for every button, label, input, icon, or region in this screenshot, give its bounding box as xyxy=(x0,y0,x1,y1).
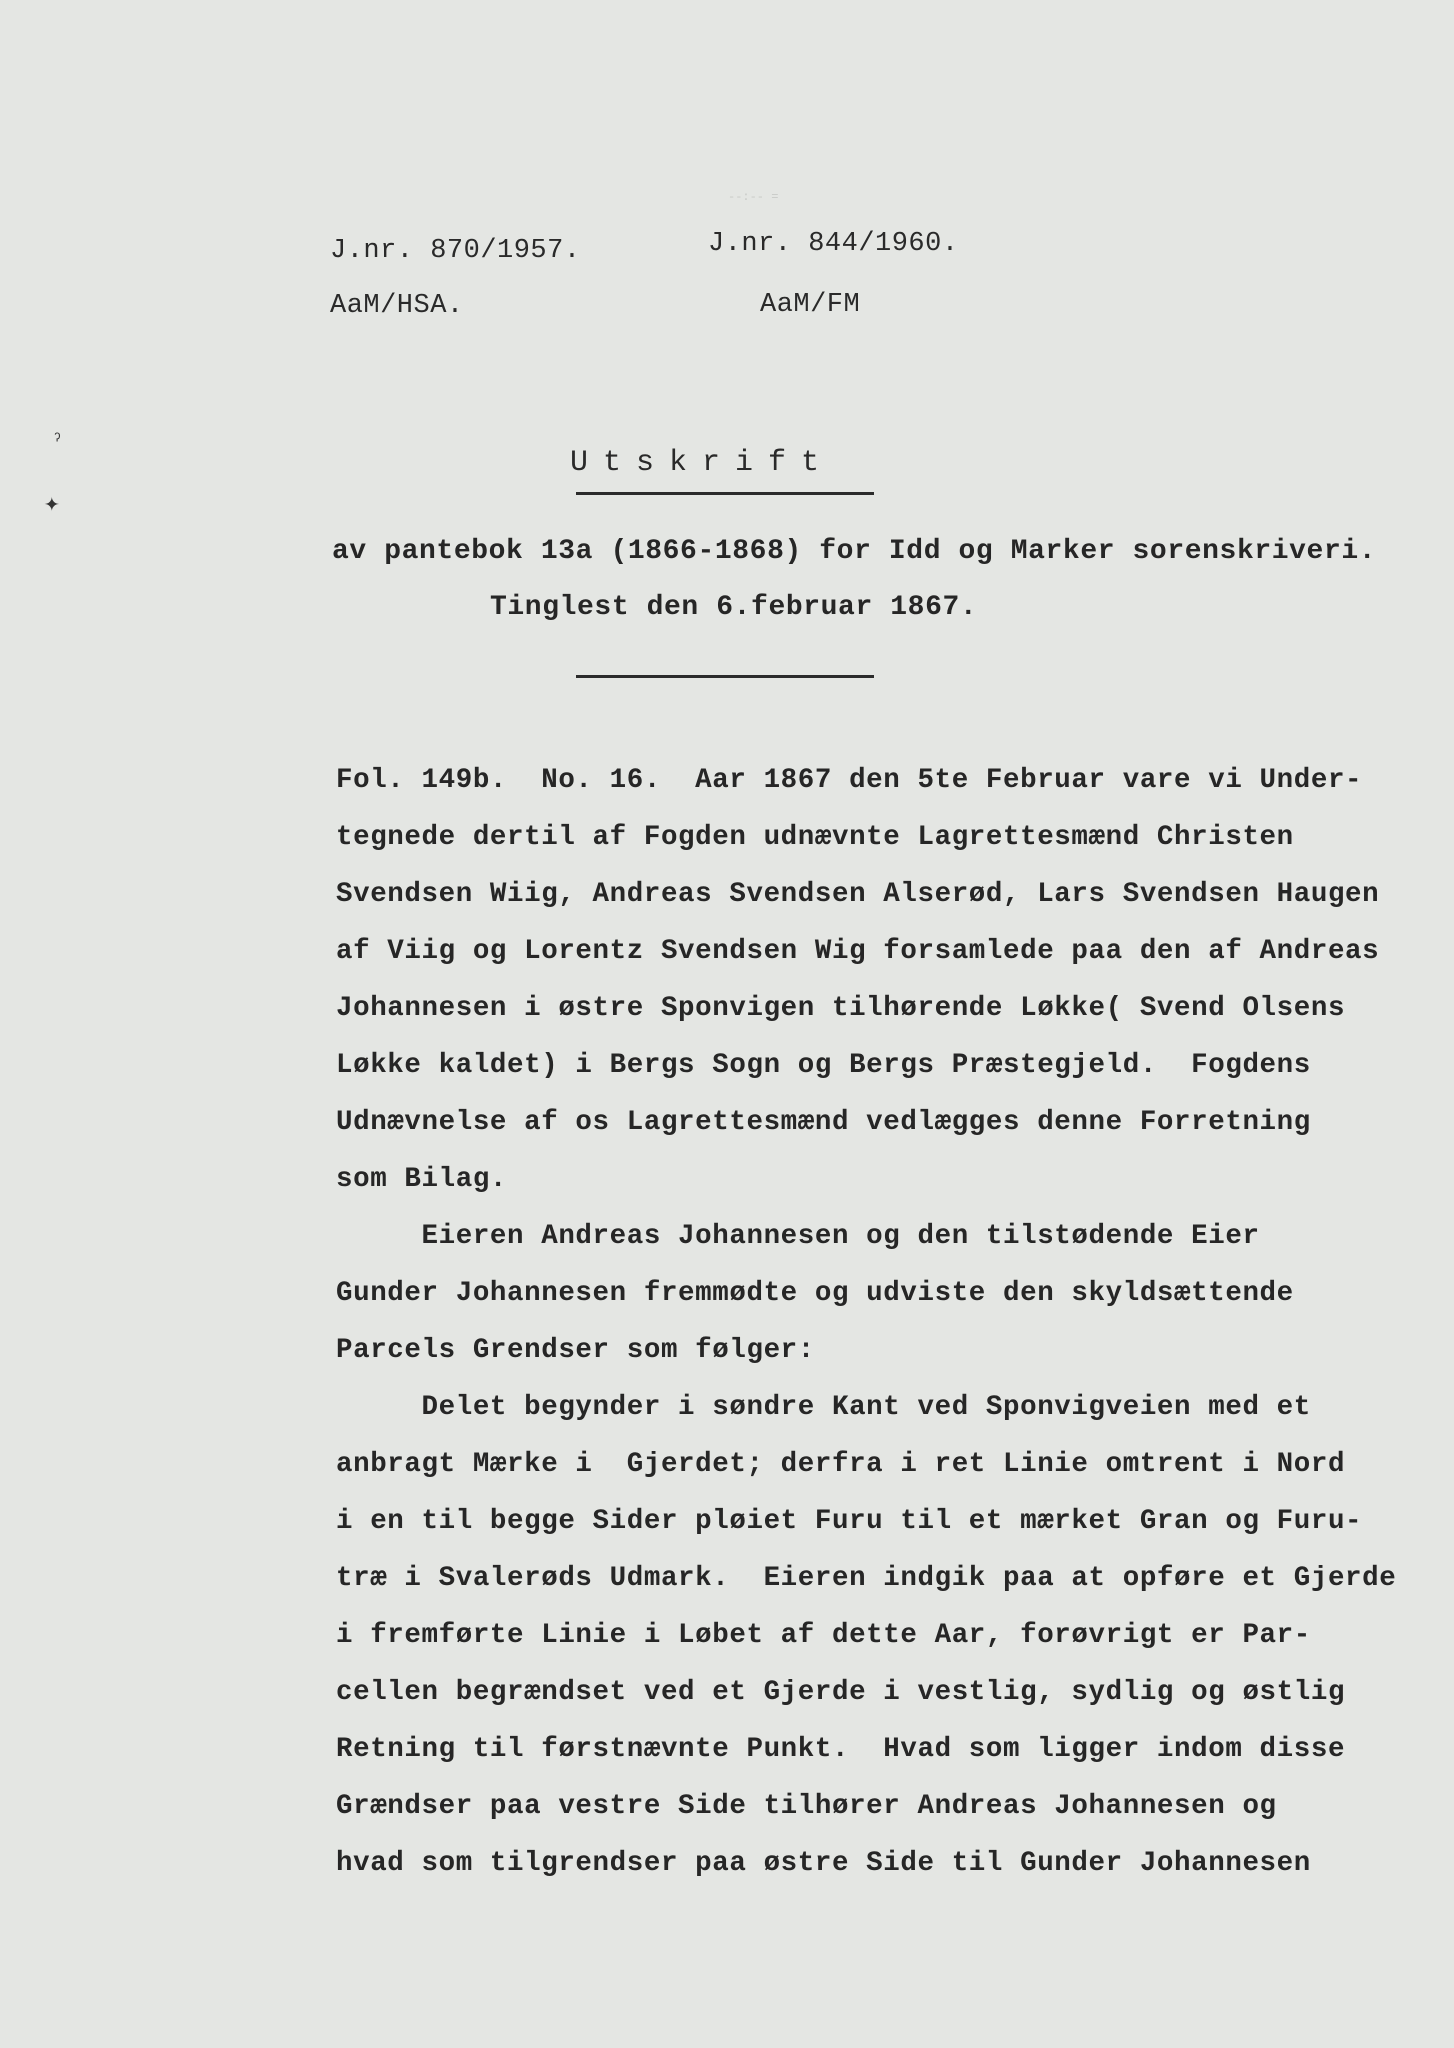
body-line: hvad som tilgrendser paa østre Side til Gunder Johannesen xyxy=(336,1848,1311,1879)
subtitle-line-1: av pantebok 13a (1866-1868) for Idd og Marker sorenskriveri. xyxy=(332,536,1377,567)
body-line: som Bilag. xyxy=(336,1164,508,1195)
body-line: Johannesen i østre Sponvigen tilhørende Løkke( Svend Olsens xyxy=(336,993,1346,1024)
margin-mark-2: ✦ xyxy=(44,489,60,519)
body-line: Svendsen Wiig, Andreas Svendsen Alserød, Lars Svendsen Haugen xyxy=(336,879,1380,910)
document-title: Utskrift xyxy=(570,446,835,480)
body-line: Løkke kaldet) i Bergs Sogn og Bergs Præstegjeld. Fogdens xyxy=(336,1050,1311,1081)
subtitle-line-2: Tinglest den 6.februar 1867. xyxy=(490,592,978,623)
journal-number-right: J.nr. 844/1960. xyxy=(708,229,959,259)
body-line: tegnede dertil af Fogden udnævnte Lagrettesmænd Christen xyxy=(336,822,1294,853)
body-line: cellen begrændset ved et Gjerde i vestlig, sydlig og østlig xyxy=(336,1677,1346,1708)
title-underline xyxy=(576,492,874,495)
body-line: i fremførte Linie i Løbet af dette Aar, forøvrigt er Par- xyxy=(336,1620,1311,1651)
subtitle-underline xyxy=(576,675,874,678)
body-line: anbragt Mærke i Gjerdet; derfra i ret Linie omtrent i Nord xyxy=(336,1449,1346,1480)
body-line: Retning til førstnævnte Punkt. Hvad som ligger indom disse xyxy=(336,1734,1346,1765)
initials-right: AaM/FM xyxy=(760,290,861,320)
top-faint-mark: --:-- = xyxy=(728,190,779,204)
body-line: træ i Svalerøds Udmark. Eieren indgik paa at opføre et Gjerde xyxy=(336,1563,1397,1594)
initials-left: AaM/HSA. xyxy=(330,291,464,321)
body-line: i en til begge Sider pløiet Furu til et mærket Gran og Furu- xyxy=(336,1506,1363,1537)
body-line: Grændser paa vestre Side tilhører Andreas Johannesen og xyxy=(336,1791,1277,1822)
body-line: af Viig og Lorentz Svendsen Wig forsamlede paa den af Andreas xyxy=(336,936,1380,967)
body-line: Eieren Andreas Johannesen og den tilstødende Eier xyxy=(336,1221,1260,1252)
body-line: Gunder Johannesen fremmødte og udviste den skyldsættende xyxy=(336,1278,1294,1309)
body-line: Delet begynder i søndre Kant ved Sponvigveien med et xyxy=(336,1392,1311,1423)
margin-mark-1: ˀ xyxy=(52,432,63,452)
body-line: Fol. 149b. No. 16. Aar 1867 den 5te Februar vare vi Under- xyxy=(336,765,1363,796)
body-line: Parcels Grendser som følger: xyxy=(336,1335,815,1366)
body-line: Udnævnelse af os Lagrettesmænd vedlægges denne Forretning xyxy=(336,1107,1311,1138)
journal-number-left: J.nr. 870/1957. xyxy=(330,236,581,266)
